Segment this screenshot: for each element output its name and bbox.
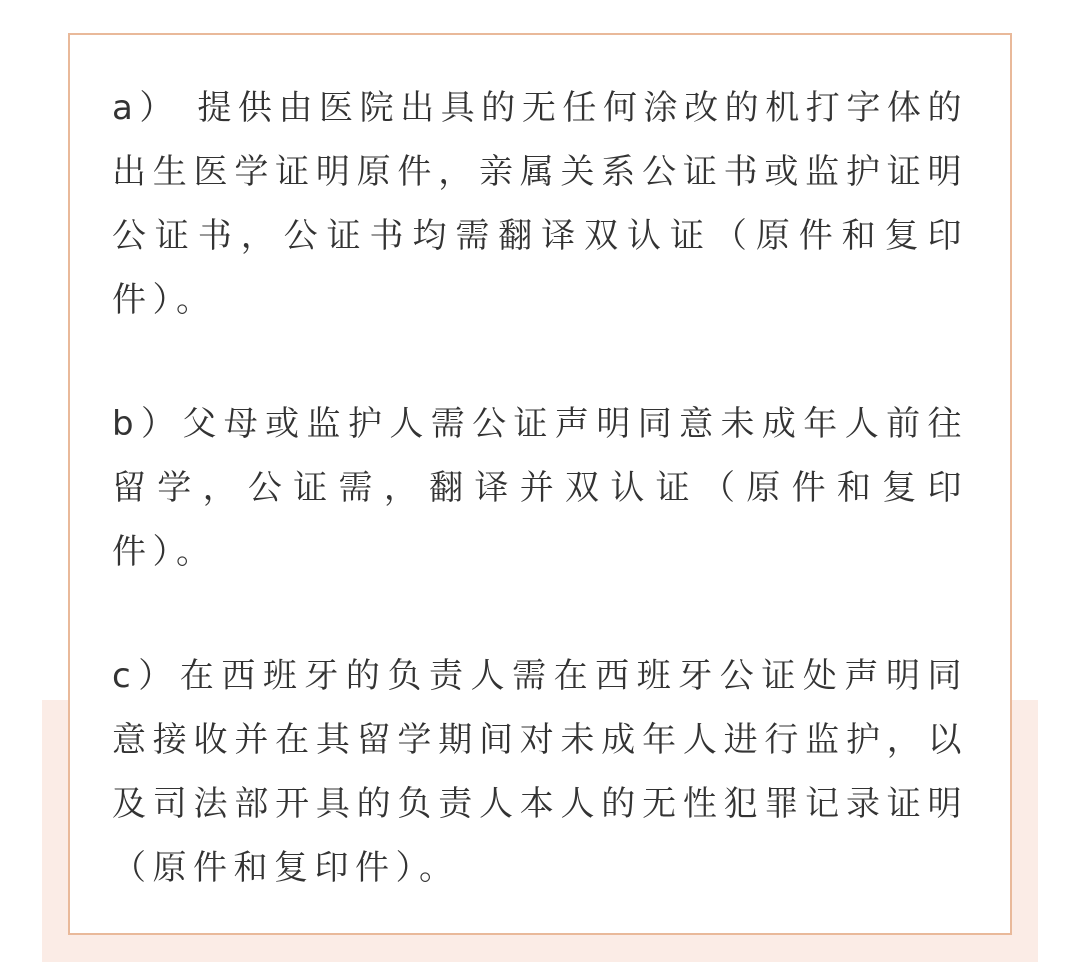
document-content (112, 76, 968, 900)
paragraph-c: c）在西班牙的负责人需在西班牙公证处声明同意接收并在其留学期间对未成年人进行监护，以及司法部开具的负责人本人的无性犯罪记录证明（原件和复印件）。 (112, 656, 968, 888)
paragraph-b: b）父母或监护人需公证声明同意未成年人前往留学，公证需，翻译并双认证（原件和复印件）。 (112, 404, 968, 572)
paragraph-a: a） 提供由医院出具的无任何涂改的机打字体的出生医学证明原件，亲属关系公证书或监护证明公证书，公证书均需翻译双认证（原件和复印件）。 (112, 88, 968, 320)
